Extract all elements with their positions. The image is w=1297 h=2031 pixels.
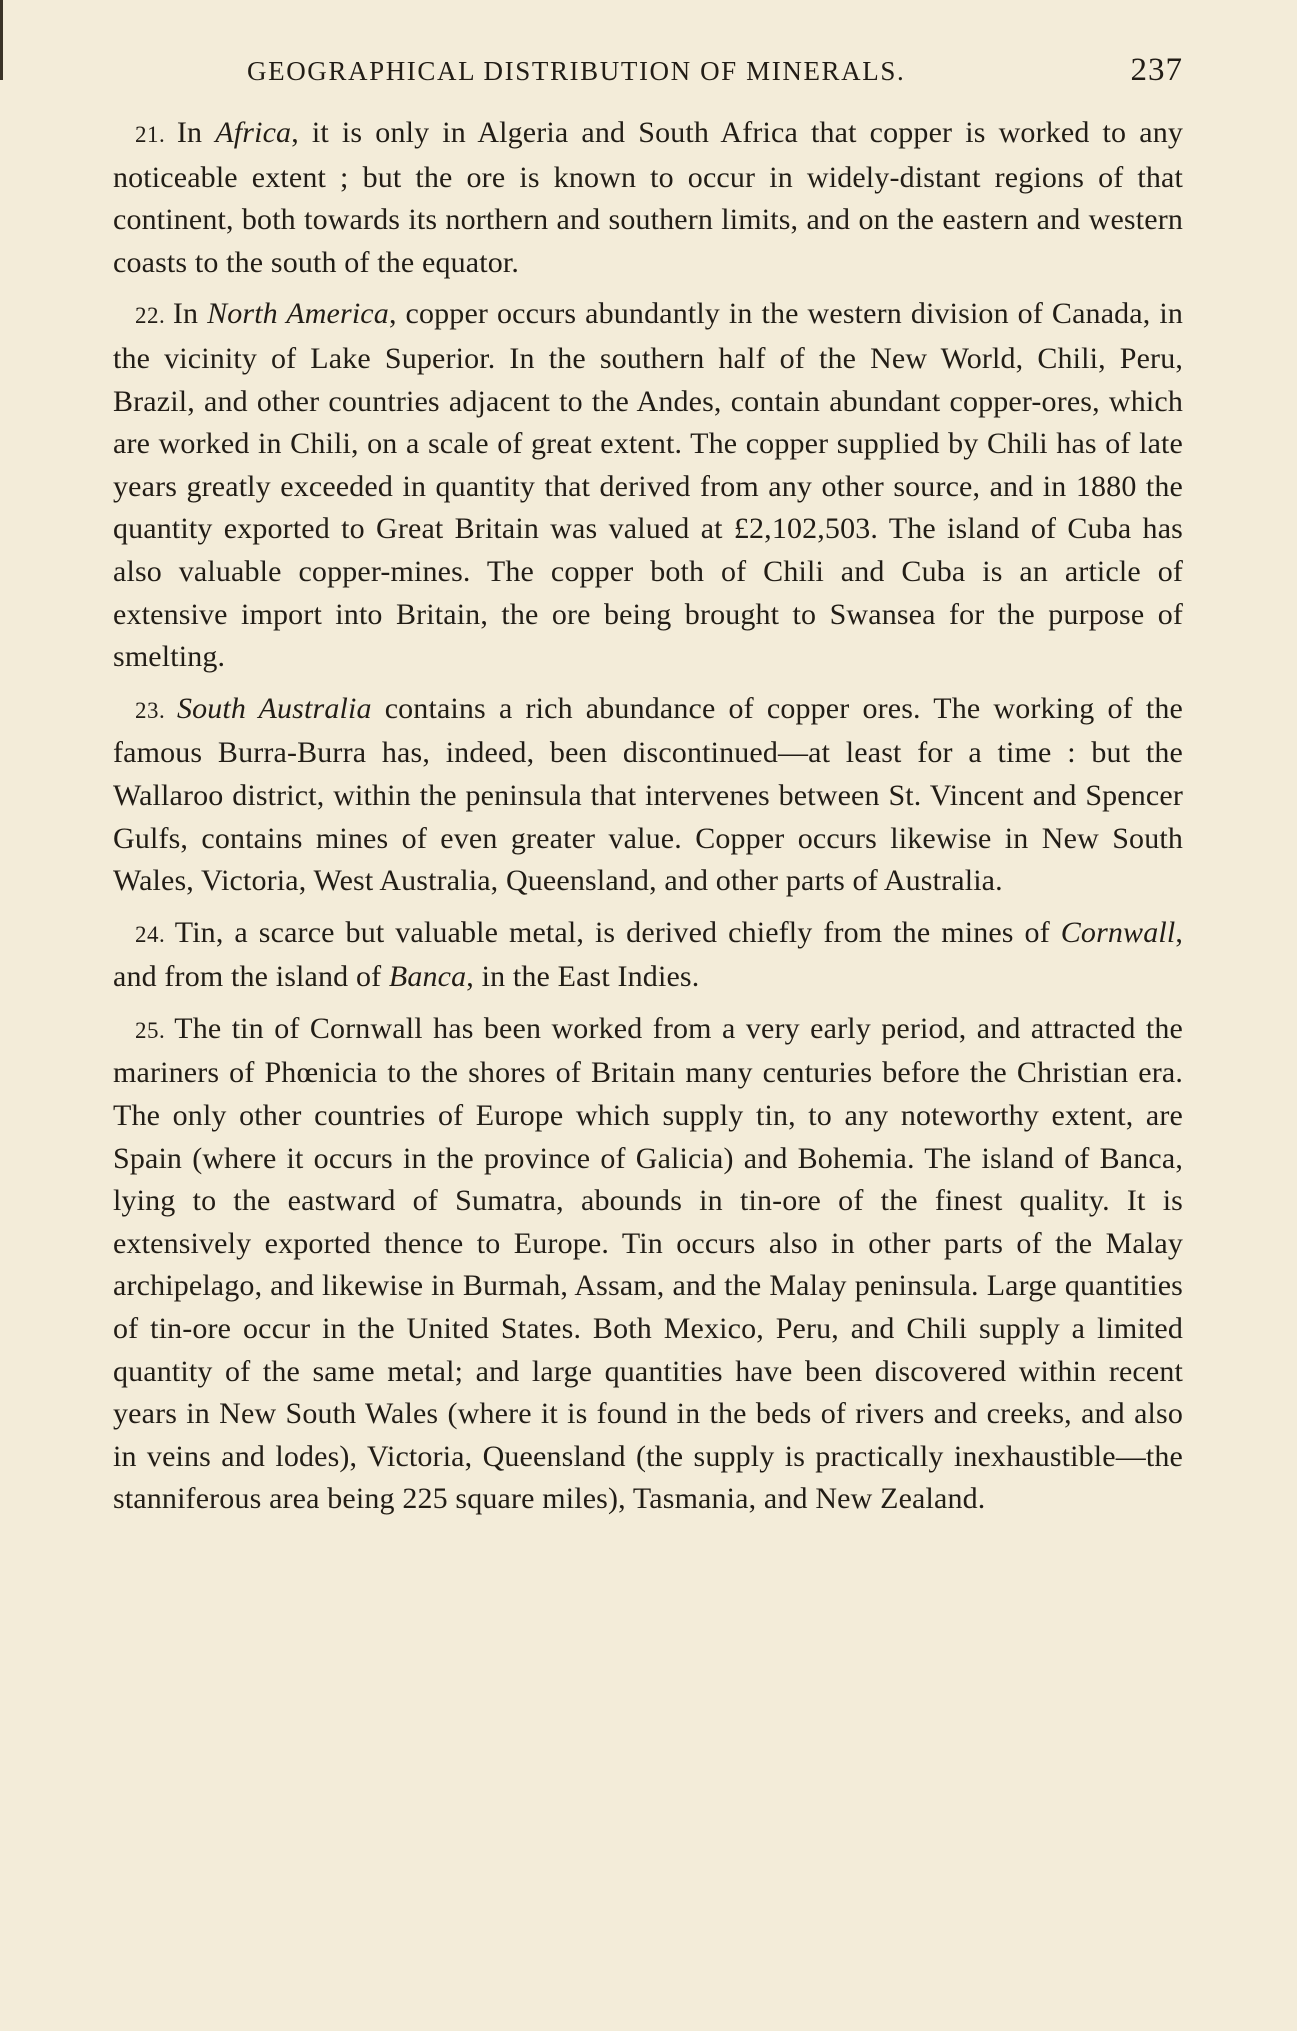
paragraph-number: 23.	[135, 697, 166, 723]
page-number: 237	[1130, 52, 1183, 88]
running-head	[247, 52, 1183, 96]
paragraph-text: The tin of Cornwall has been worked from a very early period, and attracted the mariners of Phœnicia to the shores of Britain many centuries before the Christian era. The only other countries of Europe which supply tin, to any noteworthy extent, are Spain (where it occurs in the province of Galicia) and Bohemia. The island of Banca, lying to the eastward of Sumatra, abounds in tin-ore of the finest quality. It is extensively exported thence to Europe. Tin occurs also in other parts of the Malay archipelago, and likewise in Burmah, Assam, and the Malay peninsula. Large quantities of tin-ore occur in the United States. Both Mexico, Peru, and Chili supply a limited quantity of the same metal; and large quantities have been discovered within recent years in New South Wales (where it is found in the beds of rivers and creeks, and also in veins and lodes), Victoria, Queensland (the supply is practically inexhaustible—the stanniferous area being 225 square miles), Tasmania, and New Zealand.	[113, 1011, 1184, 1516]
paragraph-text: , copper occurs abundantly in the western division of Canada, in the vicinity of Lake Superior. In the southern half of the New World, Chili, Peru, Brazil, and other countries adjacent to the Andes, contain abundant copper-ores, which are worked in Chili, on a scale of great extent. The copper supplied by Chili has of late years greatly exceeded in quantity that derived from any other source, and in 1880 the quantity exported to Great Britain was valued at £2,102,503. The island of Cuba has also valuable copper-mines. The copper both of Chili and Cuba is an article of extensive import into Britain, the ore being brought to Swansea for the purpose of smelting.	[113, 297, 1184, 674]
paragraph-23	[113, 688, 1183, 903]
paragraph-text: , in the East Indies.	[466, 960, 700, 994]
paragraph-24	[113, 912, 1183, 999]
paragraph-text: In	[176, 116, 203, 149]
paragraph-number: 24.	[135, 921, 166, 947]
place-name: Banca	[388, 960, 467, 994]
paragraph-number: 21.	[135, 122, 166, 147]
place-name: Africa	[215, 116, 292, 149]
paragraph-text: contains a rich abundance of copper ores. The working of the famous Burra-Burra has, indeed, been discontinued—at least for a time : but the Wallaroo district, within the peninsula that intervenes between St. Vincent and Spencer Gulfs, contains mines of even greater value. Copper occurs likewise in New South Wales, Victoria, West Australia, Queensland, and other parts of Australia.	[113, 691, 1184, 898]
paragraph-text: , it is only in Algeria and South Africa that copper is worked to any noticeable extent ; but the ore is known to occur in widely-distant regions of that continent, both towards its northern and southern limits, and on the eastern and western coasts to the south of the equator.	[113, 116, 1184, 279]
paragraph-text: , and from the island of	[113, 915, 1183, 994]
place-name: Cornwall	[1060, 915, 1176, 949]
place-name: South Australia	[176, 691, 372, 725]
paragraph-number: 22.	[135, 303, 166, 329]
paragraph-text: Tin, a scarce but valuable metal, is derived chiefly from the mines of	[174, 915, 1050, 949]
paragraph-25	[113, 1008, 1183, 1521]
paragraph-text: In	[172, 297, 199, 331]
book-page	[113, 52, 1183, 1530]
paragraph-22	[113, 293, 1183, 678]
running-title: GEOGRAPHICAL DISTRIBUTION OF MINERALS.	[247, 56, 906, 86]
paragraph-21	[113, 112, 1183, 284]
page-edge-line	[0, 0, 3, 80]
paragraph-number: 25.	[135, 1017, 166, 1043]
place-name: North America	[207, 297, 389, 331]
